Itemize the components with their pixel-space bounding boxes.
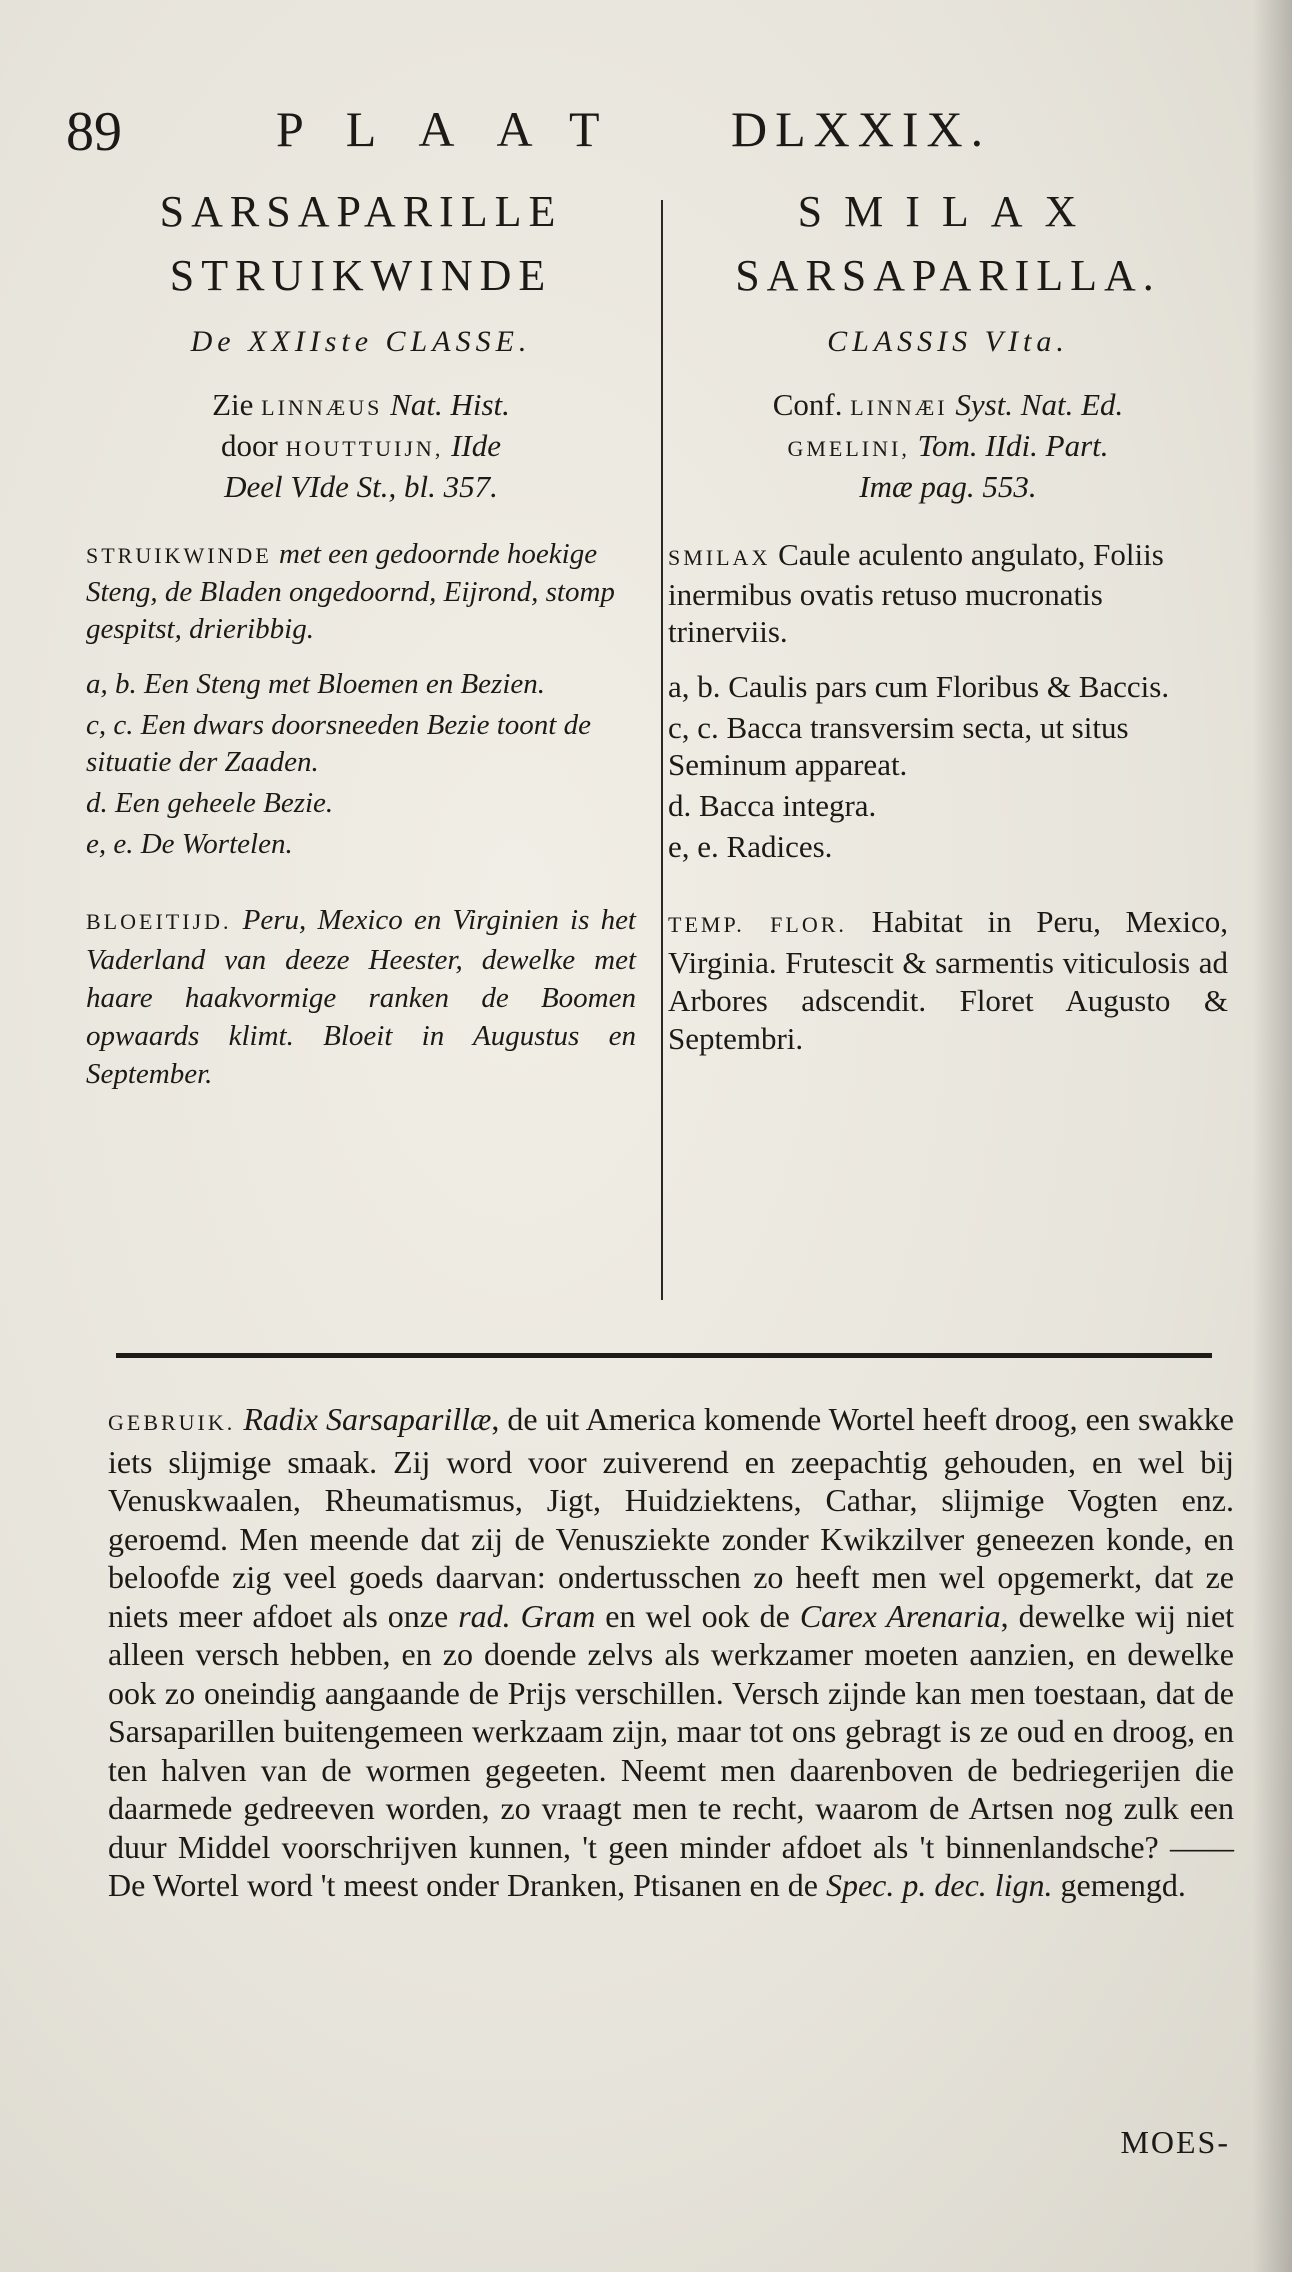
latin-reference	[668, 386, 1228, 506]
column-divider	[661, 200, 663, 1300]
dutch-item: e, e. De Wortelen.	[86, 828, 293, 860]
dutch-item: d. Een geheele Bezie.	[86, 787, 334, 819]
dutch-column	[86, 180, 636, 1093]
usage-radix: Radix Sarsaparillæ	[243, 1401, 492, 1437]
ref-page: Imæ pag. 553.	[859, 469, 1037, 504]
ref-iide: IIde	[451, 428, 501, 463]
section-rule	[116, 1353, 1212, 1358]
ref-linnaei: LINNÆI	[850, 395, 948, 420]
dutch-class: De XXIIste CLASSE.	[190, 325, 532, 358]
ref-nathist: Nat. Hist.	[390, 387, 510, 422]
dutch-item: a, b. Een Steng met Bloemen en Bezien.	[86, 668, 546, 700]
latin-item: d. Bacca integra.	[668, 788, 877, 823]
ref-tom: Tom. IIdi. Part.	[917, 428, 1109, 463]
plate-number: DLXXIX.	[731, 101, 992, 157]
dutch-item: c, c. Een dwars doorsneeden Bezie toont de situatie der Zaaden.	[86, 709, 591, 778]
ref-gmelini: GMELINI,	[787, 436, 910, 461]
ref-zie: Zie	[212, 387, 254, 422]
usage-text-4: gemengd.	[1060, 1867, 1186, 1903]
latin-column	[668, 180, 1228, 1058]
dutch-reference	[86, 386, 636, 506]
latin-description	[668, 536, 1228, 650]
ref-houttuijn: HOUTTUIJN,	[285, 436, 444, 461]
latin-flowering	[668, 903, 1228, 1058]
usage-text-3: , dewelke wij niet alleen versch hebben, en zo doende zelvs als werkzamer moeten aanzien, en dewelke ook zo oneindig aangaande de Prijs verschillen. Versch zijnde kan men toestaan, dat de Sarsaparillen buitengemeen werkzaam zijn, maar tot ons gebragt is ze oud en droog, en ten halven van de wormen gegeeten. Neemt men daarenboven de bedriegerijen die daarmede gedreeven worden, zo vraagt men te recht, waarom de Artsen nog zulk een duur Middel voorschrijven kunnen, 't geen minder afdoet als 't binnenlandsche? —— De Wortel word 't meest onder Dranken, Ptisanen en de	[108, 1597, 1235, 1903]
latin-item: a, b. Caulis pars cum Floribus & Baccis.	[668, 669, 1170, 704]
bloei-text: Peru, Mexico en Virginien is het Vaderland van deeze Heester, dewelke met haare haakvormige ranken de Boomen opwaards klimt. Bloeit in Augustus en September.	[86, 904, 636, 1090]
desc-text: met een gedoornde hoekige Steng, de Bladen ongedoornd, Eijrond, stomp gespitst, drieribbig.	[86, 538, 615, 645]
plate-label: PLAAT	[276, 101, 642, 157]
latin-class: CLASSIS VIta.	[827, 325, 1069, 358]
page-edge-shadow	[1252, 0, 1292, 2272]
ref-conf: Conf.	[772, 387, 843, 422]
usage-text-2: en wel ook de	[605, 1597, 790, 1634]
desc-name: SMILAX	[668, 545, 771, 570]
catchword: MOES-	[1120, 2124, 1230, 2160]
desc-name: STRUIKWINDE	[86, 543, 272, 568]
usage-label: GEBRUIK.	[108, 1410, 236, 1435]
latin-item: e, e. Radices.	[668, 829, 833, 864]
usage-rad-gram: rad. Gram	[458, 1597, 596, 1634]
usage-carex: Carex Arenaria	[799, 1597, 1001, 1634]
dutch-description	[86, 536, 636, 648]
ref-syst: Syst. Nat. Ed.	[955, 387, 1124, 422]
usage-text-1: , de uit America komende Wortel heeft droog, een swakke iets slijmige smaak. Zij word voor zuiverend en zeepachtig gehouden, en wel bij Venuskwaalen, Rheumatismus, Jigt, Huidziektens, Cathar, slijmige Vogten enz. geroemd. Men meende dat zij de Venusziekte zonder Kwikzilver geneezen konde, en beloofde zig veel goeds daarvan: ondertusschen zo heeft men wel opgemerkt, dat ze niets meer afdoet als onze	[108, 1401, 1234, 1634]
dutch-title-1: SARSAPARILLE	[159, 187, 563, 236]
usage-paragraph	[108, 1400, 1234, 1905]
latin-items	[668, 668, 1228, 865]
ref-deel: Deel VIde St., bl. 357.	[224, 469, 498, 504]
dutch-title-2: STRUIKWINDE	[169, 251, 553, 300]
latin-title-1: SMILAX	[797, 187, 1099, 236]
dutch-items	[86, 666, 636, 863]
usage-spec: Spec. p. dec. lign.	[825, 1867, 1053, 1903]
dutch-flowering	[86, 901, 636, 1093]
temp-label: TEMP. FLOR.	[668, 912, 847, 937]
desc-text: Caule aculento angulato, Foliis inermibus ovatis retuso mucronatis trinerviis.	[668, 537, 1164, 649]
latin-item: c, c. Bacca transversim secta, ut situs Seminum appareat.	[668, 710, 1129, 782]
page-header	[66, 100, 1246, 170]
ref-linnaeus: LINNÆUS	[261, 395, 383, 420]
temp-text: Habitat in Peru, Mexico, Virginia. Frutescit & sarmentis viticulosis ad Arbores adscendit. Floret Augusto & Septembri.	[668, 904, 1228, 1056]
bloei-label: BLOEITIJD.	[86, 909, 232, 934]
ref-door: door	[221, 428, 278, 463]
latin-title-2: SARSAPARILLA.	[735, 251, 1161, 300]
page-number: 89	[66, 101, 122, 163]
